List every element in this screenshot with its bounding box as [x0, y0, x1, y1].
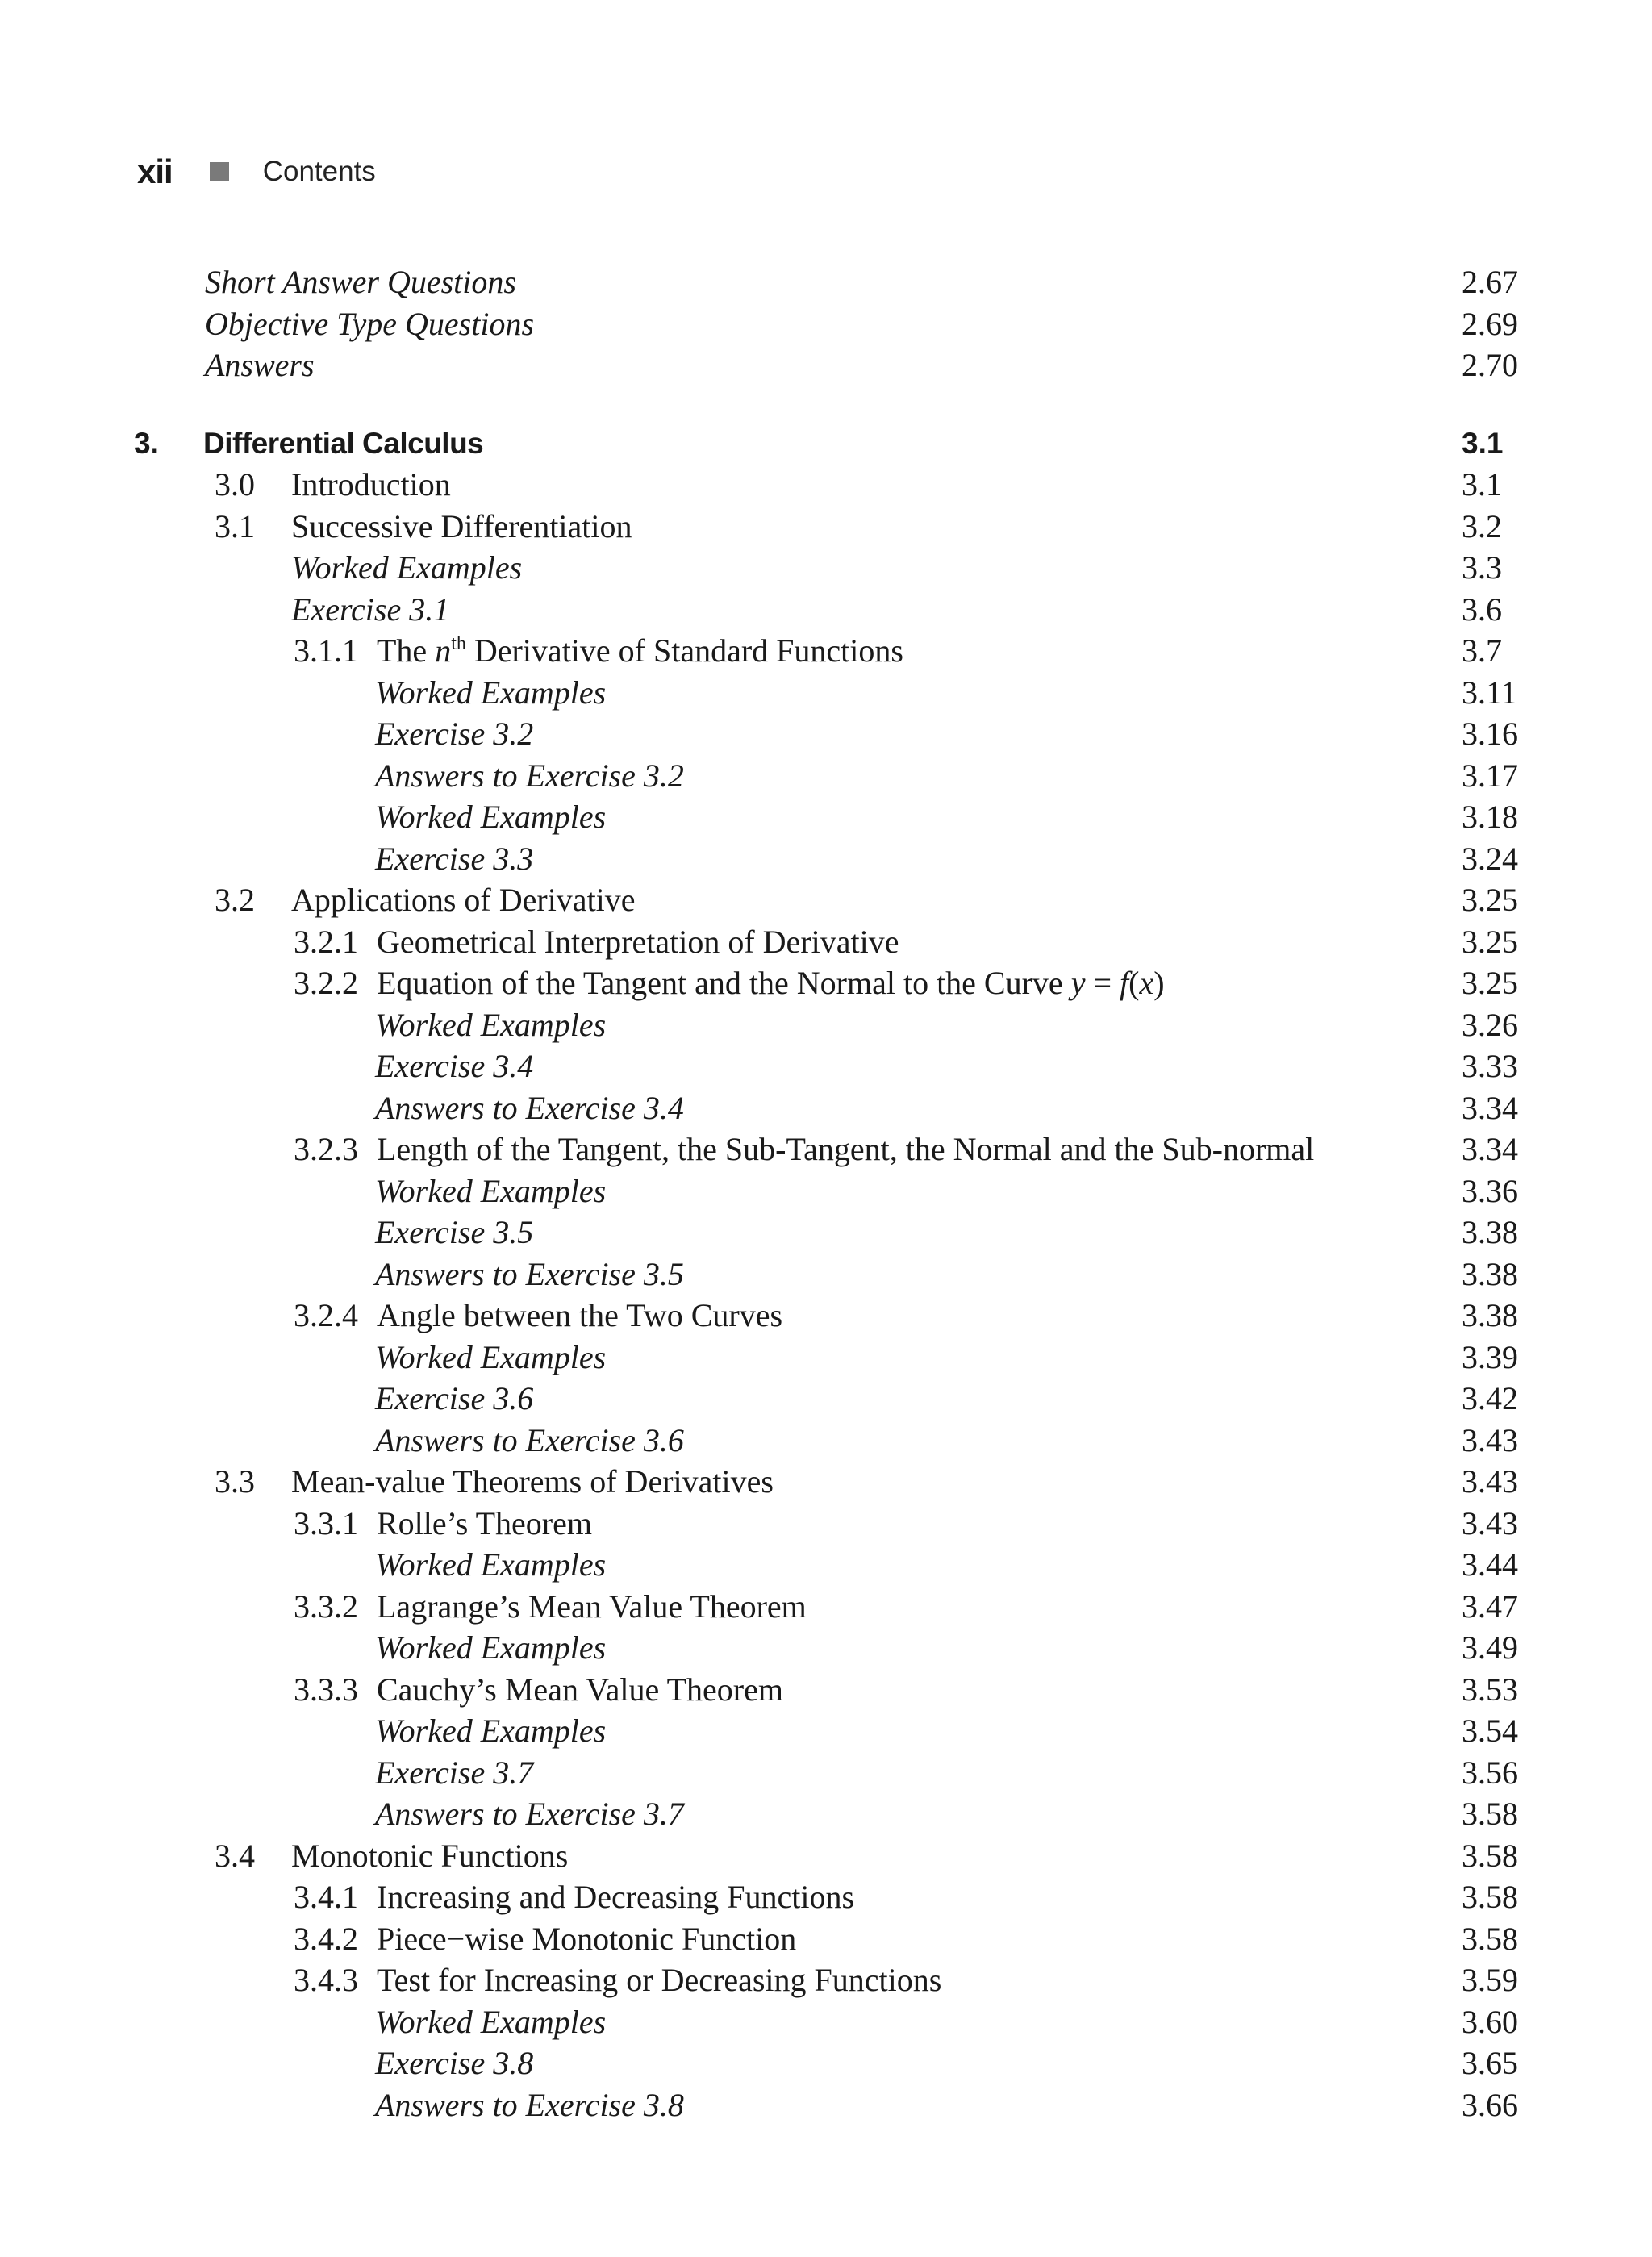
toc-entry-number: 3.3.2: [294, 1587, 358, 1625]
toc-entry-page: 3.24: [1462, 840, 1518, 877]
toc-entry-page: 3.39: [1462, 1338, 1518, 1375]
toc-entry: [0, 1254, 1652, 1295]
toc-entry: [0, 713, 1652, 755]
toc-entry-title: Equation of the Tangent and the Normal to the Curve y = f(x): [377, 965, 1165, 1001]
toc-entry-page: 3.44: [1462, 1546, 1518, 1583]
toc-entry-page: 3.47: [1462, 1587, 1518, 1625]
toc-entry-title: Answers to Exercise 3.8: [375, 2086, 684, 2123]
toc-entry-number: 3.2.2: [294, 965, 358, 1001]
toc-entry: [0, 1087, 1652, 1129]
toc-entry: [0, 1378, 1652, 1420]
toc-entry-title: Increasing and Decreasing Functions: [377, 1879, 855, 1915]
toc-entry: [0, 1004, 1652, 1046]
toc-entry-title: Answers to Exercise 3.4: [375, 1089, 684, 1126]
toc-entry-title: Monotonic Functions: [291, 1837, 569, 1874]
square-bullet-icon: [210, 162, 229, 181]
toc-entry: [0, 1544, 1652, 1586]
toc-entry: [0, 1876, 1652, 1918]
toc-entry-title: Angle between the Two Curves: [377, 1297, 783, 1333]
toc-entry: [0, 506, 1652, 548]
toc-entry-title: Worked Examples: [375, 1006, 607, 1043]
toc-entry-page: 3.34: [1462, 1089, 1518, 1126]
toc-entry-number: 3.1: [215, 507, 255, 544]
toc-entry-page: 3.58: [1462, 1879, 1518, 1915]
toc-entry: [0, 672, 1652, 714]
toc-entry-page: 3.53: [1462, 1671, 1518, 1708]
toc-entry: [0, 796, 1652, 838]
toc-entry-page: 3.3: [1462, 549, 1502, 586]
table-of-contents: [0, 261, 1652, 2126]
toc-entry: [0, 1170, 1652, 1212]
toc-entry-page: 3.25: [1462, 965, 1518, 1001]
toc-entry-number: 3.3.1: [294, 1504, 358, 1542]
toc-entry-page: 2.67: [1462, 264, 1518, 300]
running-title: Contents: [262, 156, 376, 187]
toc-entry: [0, 2001, 1652, 2043]
toc-entry-page: 3.16: [1462, 715, 1518, 752]
toc-entry-title: Introduction: [291, 466, 451, 503]
toc-entry: [0, 464, 1652, 506]
toc-entry: [0, 2084, 1652, 2126]
toc-entry-title: Exercise 3.8: [375, 2045, 534, 2081]
toc-entry: [0, 1752, 1652, 1794]
toc-entry: [0, 1627, 1652, 1669]
toc-entry: [0, 1503, 1652, 1545]
toc-entry-title: Exercise 3.4: [375, 1048, 534, 1084]
toc-entry-page: 3.43: [1462, 1463, 1518, 1500]
toc-entry-title: Answers to Exercise 3.7: [375, 1796, 684, 1832]
toc-entry-title: Answers to Exercise 3.2: [375, 757, 684, 794]
toc-entry-title: Exercise 3.7: [375, 1754, 534, 1791]
toc-entry: [0, 1710, 1652, 1752]
toc-entry-title: Applications of Derivative: [291, 882, 636, 918]
toc-entry-page: 3.7: [1462, 632, 1502, 669]
toc-entry-title: Short Answer Questions: [205, 264, 516, 300]
toc-entry: [0, 755, 1652, 797]
toc-entry-title: Test for Increasing or Decreasing Functions: [377, 1962, 942, 1998]
toc-entry-page: 3.25: [1462, 923, 1518, 960]
toc-entry-title: Successive Differentiation: [291, 507, 632, 544]
toc-entry: [0, 1586, 1652, 1628]
toc-entry: [0, 921, 1652, 963]
toc-entry-title: Exercise 3.5: [375, 1214, 534, 1250]
toc-entry-page: 3.54: [1462, 1713, 1518, 1749]
toc-entry: [0, 838, 1652, 880]
toc-entry-title: Exercise 3.6: [375, 1380, 534, 1416]
toc-entry-page: 3.59: [1462, 1962, 1518, 1998]
toc-entry: [0, 261, 1652, 303]
toc-entry-title: Piece−wise Monotonic Function: [377, 1920, 797, 1957]
toc-entry: [0, 303, 1652, 345]
toc-entry-title: Mean-value Theorems of Derivatives: [291, 1463, 774, 1500]
toc-entry: [0, 1045, 1652, 1087]
toc-entry-page: 3.42: [1462, 1380, 1518, 1416]
toc-entry: [0, 962, 1652, 1004]
toc-entry-title: Answers to Exercise 3.6: [375, 1421, 684, 1458]
toc-entry: [0, 1461, 1652, 1503]
toc-entry-page: 3.38: [1462, 1297, 1518, 1333]
toc-entry-title: Worked Examples: [375, 1338, 607, 1375]
toc-entry-title: Worked Examples: [375, 2003, 607, 2040]
toc-entry-title: Worked Examples: [291, 549, 523, 586]
toc-entry-page: 3.49: [1462, 1629, 1518, 1666]
toc-entry-number: 3.3: [215, 1463, 255, 1500]
toc-entry-number: 3.: [134, 426, 159, 460]
toc-entry-title: Answers: [205, 347, 315, 383]
toc-entry-page: 3.43: [1462, 1504, 1518, 1542]
page-header: [137, 148, 376, 196]
toc-entry-page: 3.26: [1462, 1006, 1518, 1043]
toc-chapter-entry: [0, 423, 1652, 465]
toc-entry-number: 3.2.4: [294, 1297, 358, 1333]
toc-entry-number: 3.4.3: [294, 1962, 358, 1998]
toc-entry-title: Exercise 3.3: [375, 840, 534, 877]
toc-entry-page: 3.65: [1462, 2045, 1518, 2081]
toc-entry-number: 3.4: [215, 1837, 255, 1874]
toc-entry-title: Worked Examples: [375, 799, 607, 835]
toc-entry-page: 2.69: [1462, 305, 1518, 342]
toc-entry: [0, 2042, 1652, 2084]
toc-entry-number: 3.2: [215, 882, 255, 918]
toc-entry-title: Cauchy’s Mean Value Theorem: [377, 1671, 783, 1708]
toc-entry-title: Exercise 3.2: [375, 715, 534, 752]
toc-entry: [0, 630, 1652, 672]
toc-entry-page: 3.34: [1462, 1131, 1518, 1167]
toc-entry-number: 3.4.1: [294, 1879, 358, 1915]
toc-entry-page: 3.2: [1462, 507, 1502, 544]
toc-entry-number: 3.4.2: [294, 1920, 358, 1957]
toc-entry: [0, 1212, 1652, 1254]
toc-entry-title: The $n^{th}$ Derivative of Standard Functions: [377, 632, 903, 669]
toc-entry-number: 3.1.1: [294, 632, 358, 669]
toc-entry-page: 3.56: [1462, 1754, 1518, 1791]
toc-entry-title: Rolle’s Theorem: [377, 1504, 592, 1542]
toc-entry-title: Worked Examples: [375, 1629, 607, 1666]
toc-entry: [0, 1793, 1652, 1835]
toc-entry-page: 3.43: [1462, 1421, 1518, 1458]
toc-entry: [0, 1128, 1652, 1170]
toc-entry-page: 3.25: [1462, 882, 1518, 918]
toc-entry-title: Differential Calculus: [203, 426, 484, 460]
toc-entry-page: 3.33: [1462, 1048, 1518, 1084]
toc-entry-page: 3.18: [1462, 799, 1518, 835]
toc-entry-page: 3.66: [1462, 2086, 1518, 2123]
toc-entry-page: 3.58: [1462, 1920, 1518, 1957]
toc-entry-page: 3.1: [1462, 426, 1504, 460]
toc-entry-title: Geometrical Interpretation of Derivative: [377, 923, 899, 960]
toc-entry-page: 3.38: [1462, 1214, 1518, 1250]
toc-entry-page: 3.1: [1462, 466, 1502, 503]
toc-entry: [0, 547, 1652, 589]
toc-entry: [0, 1295, 1652, 1337]
toc-entry-page: 3.58: [1462, 1837, 1518, 1874]
toc-entry-page: 3.38: [1462, 1255, 1518, 1292]
toc-entry-number: 3.0: [215, 466, 255, 503]
toc-entry-page: 3.17: [1462, 757, 1518, 794]
page-number: xii: [137, 152, 173, 190]
toc-entry-page: 2.70: [1462, 347, 1518, 383]
toc-entry-title: Length of the Tangent, the Sub-Tangent, the Normal and the Sub-normal: [377, 1131, 1315, 1167]
toc-entry-page: 3.60: [1462, 2003, 1518, 2040]
toc-entry-title: Exercise 3.1: [291, 590, 450, 628]
toc-entry-title: Worked Examples: [375, 1172, 607, 1209]
toc-entry-title: Answers to Exercise 3.5: [375, 1255, 684, 1292]
toc-entry: [0, 344, 1652, 386]
toc-entry: [0, 1420, 1652, 1462]
toc-entry-title: Worked Examples: [375, 1546, 607, 1583]
toc-entry: [0, 1918, 1652, 1960]
toc-entry-title: Worked Examples: [375, 1713, 607, 1749]
toc-entry: [0, 1337, 1652, 1379]
toc-entry-page: 3.6: [1462, 590, 1502, 628]
toc-entry: [0, 589, 1652, 631]
toc-entry: [0, 879, 1652, 921]
toc-entry-page: 3.58: [1462, 1796, 1518, 1832]
toc-entry-page: 3.11: [1462, 674, 1517, 711]
toc-entry-title: Lagrange’s Mean Value Theorem: [377, 1587, 807, 1625]
toc-entry-number: 3.2.3: [294, 1131, 358, 1167]
toc-entry-number: 3.3.3: [294, 1671, 358, 1708]
toc-entry: [0, 1835, 1652, 1877]
toc-entry-number: 3.2.1: [294, 923, 358, 960]
toc-entry-title: Objective Type Questions: [205, 305, 535, 342]
toc-entry-title: Worked Examples: [375, 674, 607, 711]
toc-entry-page: 3.36: [1462, 1172, 1518, 1209]
toc-entry: [0, 1669, 1652, 1711]
toc-entry: [0, 1959, 1652, 2001]
